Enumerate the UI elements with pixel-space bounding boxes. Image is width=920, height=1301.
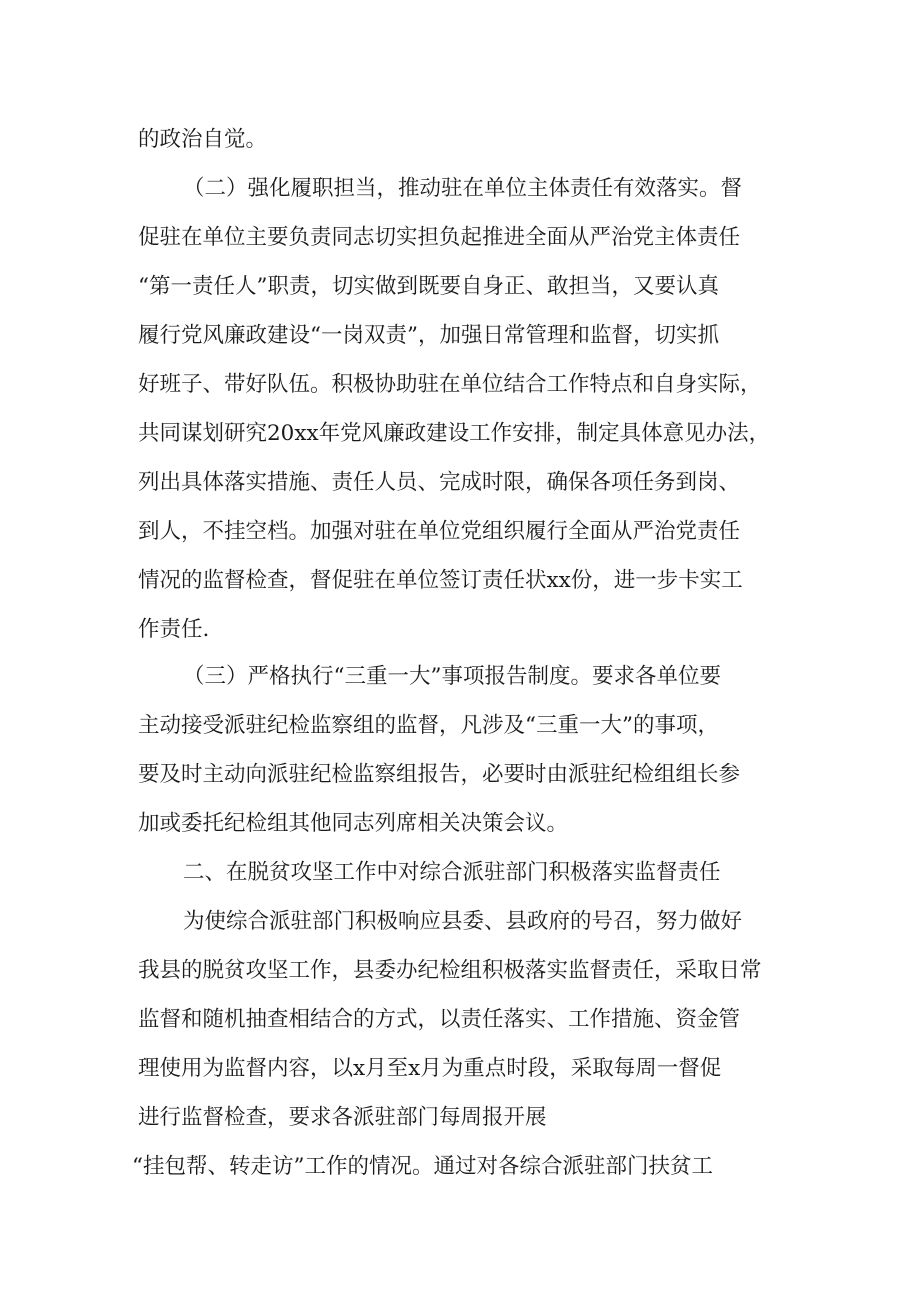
text-line-2: （二）强化履职担当，推动驻在单位主体责任有效落实。督 — [183, 176, 743, 201]
text-line-15: 加或委托纪检组其他同志列席相关决策会议。 — [138, 811, 569, 836]
text-line-5: 履行党风廉政建设“一岗双责”，加强日常管理和监督，切实抓 — [138, 323, 719, 348]
section-heading: 二、在脱贫攻坚工作中对综合派驻部门积极落实监督责任 — [183, 860, 721, 885]
text-line-14: 要及时主动向派驻纪检监察组报告，必要时由派驻纪检组组长参 — [138, 762, 741, 787]
text-line-11: 作责任. — [138, 617, 210, 642]
text-line-17: 为使综合派驻部门积极响应县委、县政府的号召，努力做好 — [183, 909, 743, 934]
text-line-6: 好班子、带好队伍。积极协助驻在单位结合工作特点和自身实际， — [138, 372, 762, 397]
text-line-4: “第一责任人”职责，切实做到既要自身正、敢担当，又要认真 — [138, 274, 719, 299]
text-line-8: 列出具体落实措施、责任人员、完成时限，确保各项任务到岗、 — [138, 470, 741, 495]
text-line-12: （三）严格执行“三重一大”事项报告制度。要求各单位要 — [183, 664, 721, 689]
text-line-19: 监督和随机抽查相结合的方式，以责任落实、工作措施、资金管 — [138, 1007, 741, 1032]
text-line-20: 理使用为监督内容，以x月至x月为重点时段，采取每周一督促 — [138, 1056, 722, 1081]
text-line-7: 共同谋划研究20xx年党风廉政建设工作安排，制定具体意见办法， — [138, 421, 771, 446]
text-line-10: 情况的监督检查，督促驻在单位签订责任状xx份，进一步卡实工 — [138, 568, 743, 593]
text-line-3: 促驻在单位主要负责同志切实担负起推进全面从严治党主体责任 — [138, 225, 741, 250]
text-line-13: 主动接受派驻纪检监察组的监督，凡涉及“三重一大”的事项， — [138, 713, 719, 738]
text-line-9: 到人，不挂空档。加强对驻在单位党组织履行全面从严治党责任 — [138, 519, 741, 544]
text-line-1: 的政治自觉。 — [138, 127, 268, 152]
text-line-21: 进行监督检查，要求各派驻部门每周报开展 — [138, 1105, 547, 1130]
text-line-22: “挂包帮、转走访”工作的情况。通过对各综合派驻部门扶贫工 — [132, 1154, 713, 1179]
text-line-18: 我县的脱贫攻坚工作，县委办纪检组积极落实监督责任，采取日常 — [138, 958, 762, 983]
